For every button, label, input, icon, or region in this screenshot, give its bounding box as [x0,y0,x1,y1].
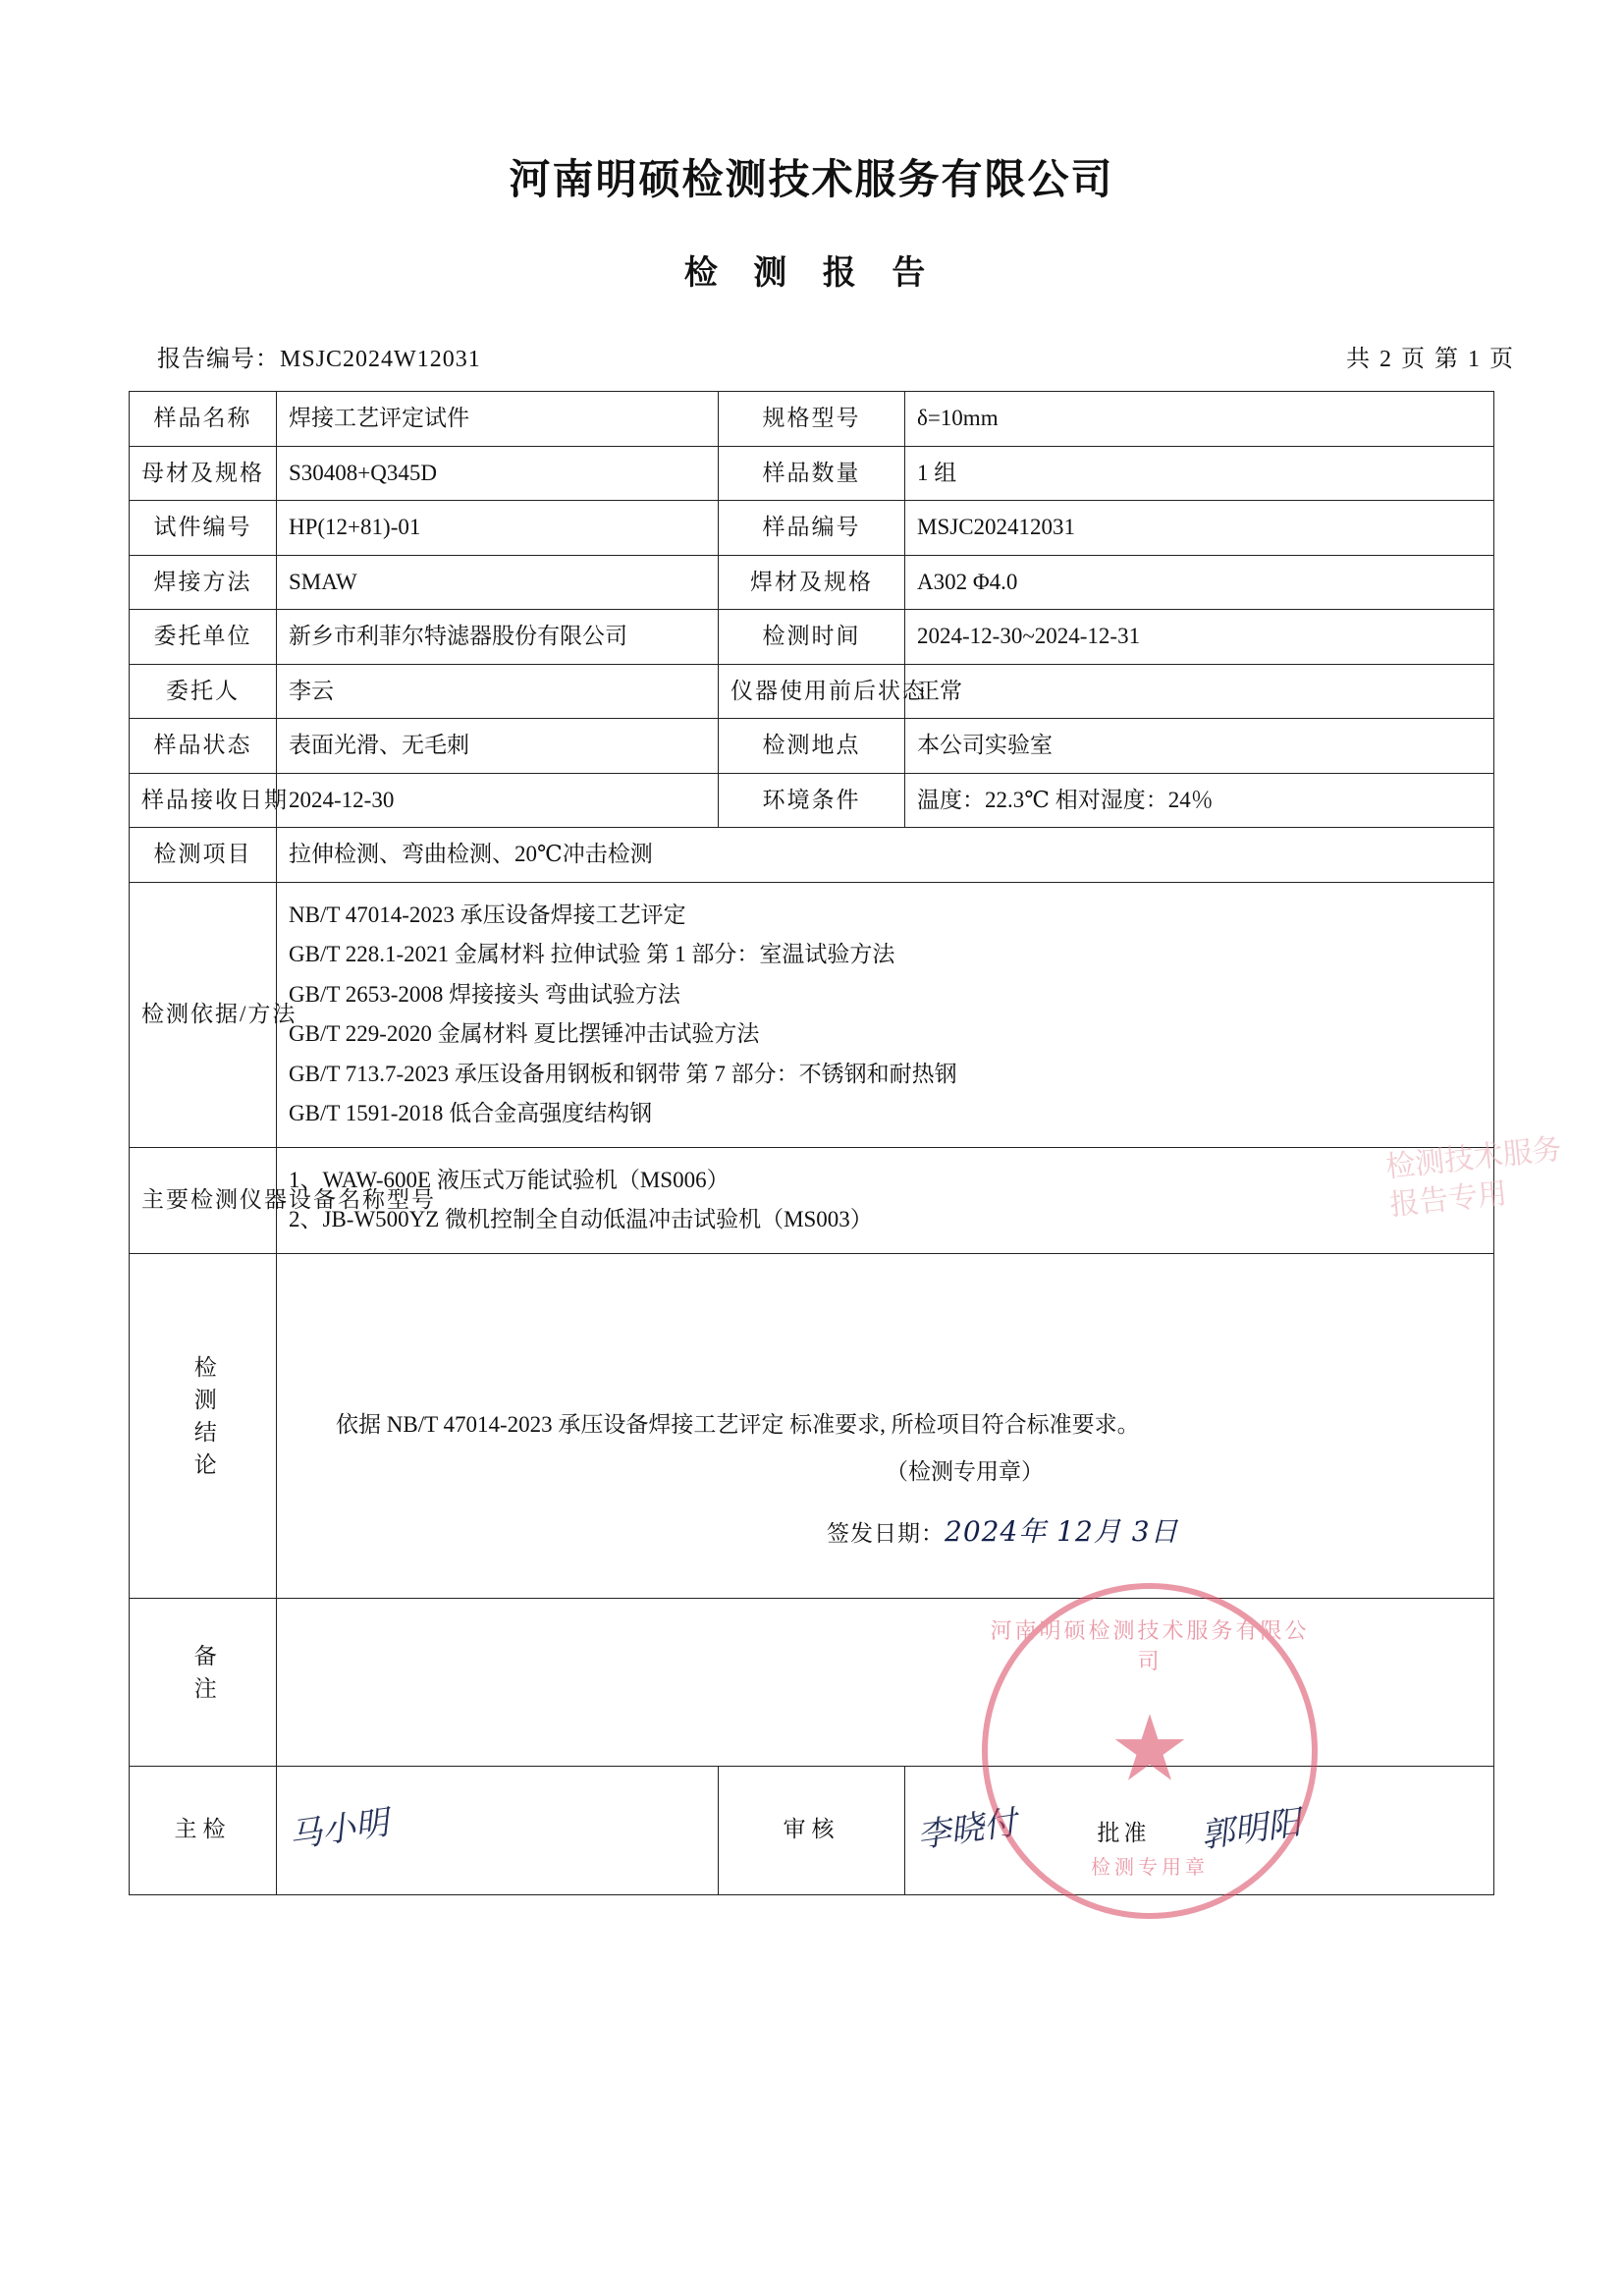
report-number-label: 报告编号： [157,347,280,372]
reviewer-approver-signatures [905,1766,1494,1894]
inspector-signature [277,1766,719,1894]
row-value-sample-no: MSJC202412031 [905,501,1494,556]
table-row-equipment [130,1147,1494,1253]
row-value-equipment [277,1147,1494,1253]
table-row [130,446,1494,501]
basis-line: GB/T 228.1-2021 金属材料 拉伸试验 第 1 部分：室温试验方法 [289,942,895,966]
reviewer-label: 审核 [719,1766,905,1894]
row-value-receive-date: 2024-12-30 [277,773,719,828]
table-row [130,392,1494,447]
inspector-label: 主检 [130,1766,277,1894]
remark-label-text: 备注 [190,1644,216,1710]
row-value-environment: 温度：22.3℃ 相对湿度：24％ [905,773,1494,828]
conclusion-label-text: 检测结论 [190,1355,216,1486]
row-label-contact-person: 委托人 [130,664,277,719]
row-label-sample-qty: 样品数量 [719,446,905,501]
row-value-remark [277,1598,1494,1766]
row-value-filler-spec: A302 Φ4.0 [905,555,1494,610]
test-basis-label-text: 检测依据/方法 [141,1001,298,1026]
table-row-remark [130,1598,1494,1766]
table-row [130,555,1494,610]
report-table [129,391,1494,1895]
row-value-sample-qty: 1 组 [905,446,1494,501]
row-label-conclusion [130,1253,277,1598]
document-type-title: 检 测 报 告 [683,255,940,292]
row-label-instrument-status: 仪器使用前后状态 [719,664,905,719]
seal-top-text: 河南明硕检测技术服务有限公司 [990,1618,1310,1673]
table-row [130,664,1494,719]
table-row [130,773,1494,828]
table-row-signatures [130,1766,1494,1894]
row-label-test-location: 检测地点 [719,719,905,774]
row-value-spec-model: δ=10mm [905,392,1494,447]
inspector-signature-mark: 马小明 [286,1803,392,1856]
report-meta-row [157,339,1515,373]
basis-line: GB/T 713.7-2023 承压设备用钢板和钢带 第 7 部分：不锈钢和耐热钢 [289,1061,957,1086]
row-label-spec-model: 规格型号 [719,392,905,447]
report-number-group [157,339,481,373]
watermark-line: 检测技术服务 [1383,1132,1564,1184]
row-label-sample-name: 样品名称 [130,392,277,447]
reviewer-signature-mark: 李晓付 [914,1803,1020,1856]
basis-line: GB/T 1591-2018 低合金高强度结构钢 [289,1101,653,1125]
issue-date-handwriting: 2024年 12月 3日 [945,1514,1179,1548]
report-number-value: MSJC2024W12031 [280,347,481,372]
row-label-specimen-no: 试件编号 [130,501,277,556]
row-label-test-time: 检测时间 [719,610,905,665]
seal-bottom-text: 检测专用章 [1091,1857,1209,1879]
row-label-receive-date: 样品接收日期 [130,773,277,828]
row-value-specimen-no: HP(12+81)-01 [277,501,719,556]
row-value-test-items: 拉伸检测、弯曲检测、20℃冲击检测 [277,828,1494,883]
basis-line: GB/T 2653-2008 焊接接头 弯曲试验方法 [289,981,680,1007]
row-label-remark [130,1598,277,1766]
seal-note: （检测专用章） [886,1458,1044,1484]
row-label-sample-no: 样品编号 [719,501,905,556]
table-row [130,501,1494,556]
table-row [130,719,1494,774]
issue-date-label: 签发日期： [827,1520,945,1546]
row-value-contact-person: 李云 [277,664,719,719]
row-value-sample-state: 表面光滑、无毛刺 [277,719,719,774]
watermark-line: 报告专用 [1387,1176,1509,1223]
row-label-welding-method: 焊接方法 [130,555,277,610]
basis-line: NB/T 47014-2023 承压设备焊接工艺评定 [289,902,686,927]
row-label-test-basis [130,882,298,1147]
row-value-client: 新乡市利菲尔特滤器股份有限公司 [277,610,719,665]
row-label-base-material: 母材及规格 [130,446,277,501]
page-indicator: 共 2 页 第 1 页 [1346,347,1515,372]
star-icon: ★ [1112,1710,1187,1792]
table-row [130,610,1494,665]
row-label-filler-spec: 焊材及规格 [719,555,905,610]
row-value-sample-name: 焊接工艺评定试件 [277,392,719,447]
row-value-test-time: 2024-12-30~2024-12-31 [905,610,1494,665]
table-row-test-items [130,828,1494,883]
table-row-basis [130,882,1494,1147]
row-label-equipment: 主要检测仪器设备名称型号 [130,1147,277,1253]
approver-label: 批准 [1097,1821,1151,1845]
row-value-base-material: S30408+Q345D [277,446,719,501]
row-value-welding-method: SMAW [277,555,719,610]
equipment-line: 2、JB-W500YZ 微机控制全自动低温冲击试验机（MS003） [289,1207,873,1231]
row-label-client: 委托单位 [130,610,277,665]
conclusion-text: 依据 NB/T 47014-2023 承压设备焊接工艺评定 标准要求, 所检项目符合标准要求。 [336,1412,1140,1438]
equipment-line: 1、WAW-600E 液压式万能试验机（MS006） [289,1167,730,1192]
company-title: 河南明硕检测技术服务有限公司 [509,158,1114,203]
row-value-conclusion [277,1253,1494,1598]
approver-signature-mark: 郭明阳 [1198,1803,1304,1856]
basis-line: GB/T 229-2020 金属材料 夏比摆锤冲击试验方法 [289,1021,760,1046]
row-value-test-basis [277,882,1494,1147]
row-label-test-items: 检测项目 [130,828,277,883]
row-value-test-location: 本公司实验室 [905,719,1494,774]
row-value-instrument-status: 正常 [905,664,1494,719]
issue-date-row [827,1511,1179,1553]
row-label-environment: 环境条件 [719,773,905,828]
table-row-conclusion [130,1253,1494,1598]
row-label-sample-state: 样品状态 [130,719,277,774]
